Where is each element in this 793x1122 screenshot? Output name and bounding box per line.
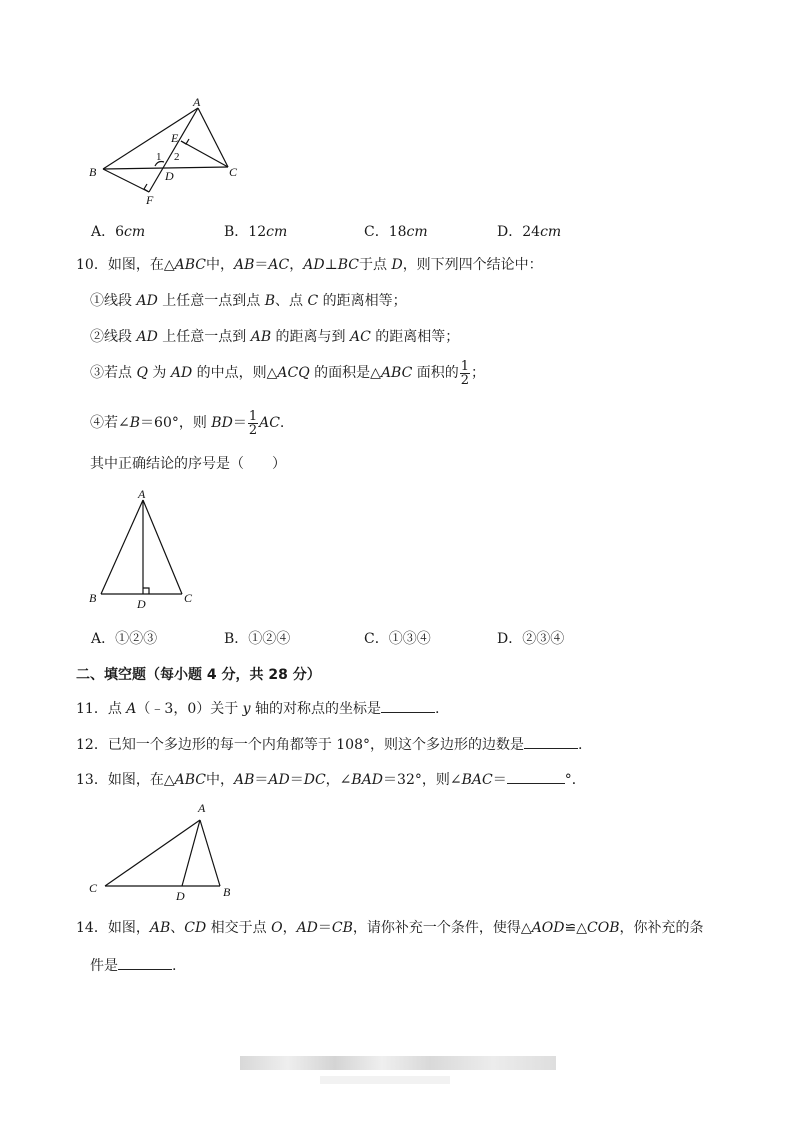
q13: 13．如图，在△ABC中，AB＝AD＝DC，∠BAD＝32°，则∠BAC＝ °． (76, 769, 586, 789)
q10-question: 其中正确结论的序号是（ ） (90, 456, 286, 472)
blurred-footer-watermark (240, 1056, 556, 1070)
q12-answer-blank[interactable] (524, 734, 578, 749)
q13-answer-blank[interactable] (507, 769, 565, 784)
fig10-label-A: A (138, 487, 146, 501)
fig13-label-B: B (223, 885, 231, 899)
fraction-one-half: $\frac{1}{2}$ (248, 408, 258, 438)
q10-option-b[interactable]: B．①②④ (224, 631, 291, 647)
fraction-one-half: $\frac{1}{2}$ (460, 358, 470, 388)
fig10-label-B: B (89, 591, 97, 605)
fig9-label-F: F (146, 193, 154, 207)
q10-conclusion-3: ③若点 Q 为 AD 的中点，则△ACQ 的面积是△ABC 面积的 $\frac{1}{2}$ ； (90, 358, 486, 388)
fig9-label-B: B (89, 165, 97, 179)
fig9-label-C: C (229, 165, 238, 179)
q10-stem: 10．如图，在△ABC中，AB＝AC，AD⊥BC于点 D，则下列四个结论中： (76, 257, 543, 273)
q10-conclusion-2: ②线段 AD 上任意一点到 AB 的距离与到 AC 的距离相等； (90, 329, 460, 345)
q9-option-a[interactable]: A．6cm (91, 224, 146, 240)
figure-q9 (86, 96, 246, 208)
q9-option-d[interactable]: D．24cm (497, 224, 562, 240)
q14-line2: 件是 . (90, 955, 176, 975)
q10-option-a[interactable]: A．①②③ (91, 631, 158, 647)
q14-line1: 14．如图，AB、CD 相交于点 O，AD＝CB，请你补充一个条件，使得△AOD≌△COB，你补充的条 (76, 920, 704, 936)
fig9-label-two: 2 (174, 151, 180, 163)
fig10-label-D: D (137, 597, 146, 611)
q10-option-d[interactable]: D．②③④ (497, 631, 565, 647)
fig10-label-C: C (184, 591, 193, 605)
fig13-label-D: D (176, 889, 185, 902)
figure-q13 (86, 798, 246, 902)
q10-option-c[interactable]: C．①③④ (364, 631, 431, 647)
q10-conclusion-1: ①线段 AD 上任意一点到点 B、点 C 的距离相等； (90, 293, 407, 309)
blurred-footer-subline (320, 1076, 450, 1084)
fig13-label-C: C (89, 881, 98, 895)
section-heading: 二、填空题（每小题 4 分，共 28 分） (76, 667, 321, 683)
q9-option-c[interactable]: C．18cm (364, 224, 428, 240)
q9-option-b[interactable]: B．12cm (224, 224, 288, 240)
fig9-label-D: D (165, 169, 174, 183)
fig9-label-A: A (193, 96, 201, 109)
fig9-label-E: E (171, 131, 179, 145)
q10-conclusion-4: ④若∠B＝60°，则 BD＝ $\frac{1}{2}$ AC. (90, 408, 285, 438)
q11: 11．点 A（﹣3，0）关于 y 轴的对称点的坐标是 . (76, 698, 440, 718)
figure-q10 (86, 484, 206, 612)
q12: 12．已知一个多边形的每一个内角都等于 108°，则这个多边形的边数是 . (76, 734, 582, 754)
q11-answer-blank[interactable] (381, 698, 435, 713)
q14-answer-blank[interactable] (118, 955, 172, 970)
fig13-label-A: A (198, 801, 206, 815)
fig9-label-one: 1 (156, 151, 162, 163)
